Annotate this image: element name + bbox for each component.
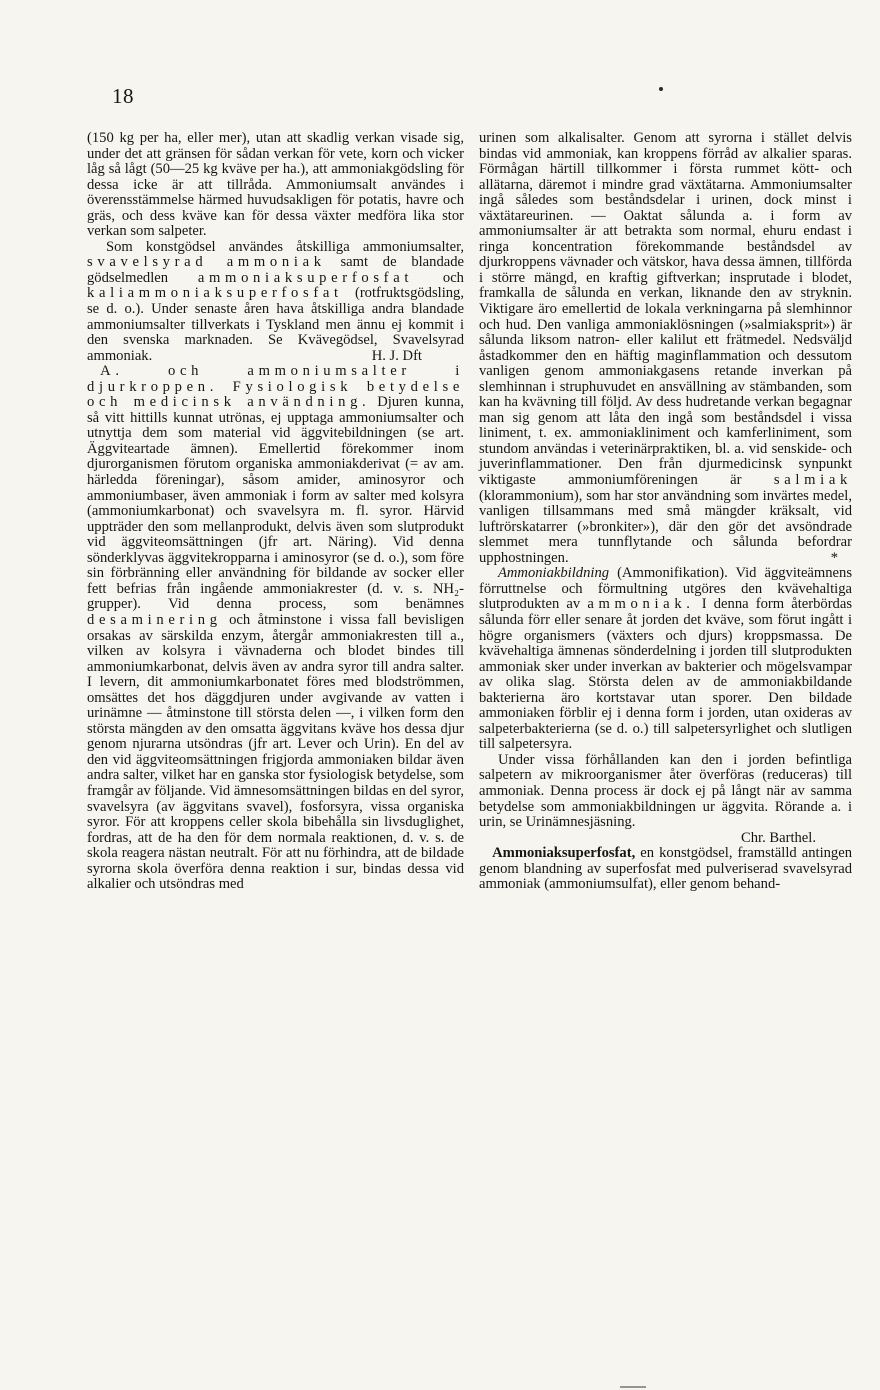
paragraph-text: Djuren kunna, så vitt hittills kunnat utrönas, ej upptaga ammoniumsalter och utnyttja dem som material vid äggvitebildningen (se art. Äggviteartade ämnen). Emellertid förekommer inom djurorganismen förutom organiska ammoniakderivat (= av am. härledda föreningar), såsom amider, aminosyror och ammoniumbaser, även ammoniak i form av salter med kolsyra (ammoniumkarbonat) och svavelsyra m. fl. syror. Härvid uppträder den som mellanprodukt, delvis även som slutprodukt vid äggviteomsättningen (jfr art. Näring). Vid denna sönderklyvas äggvitekropparna i aminosyror (se d. o.), som före sin förbränning eller användning för bildande av socker eller fett befrias från ingående ammoniakrester (d. v. s. NH₂-grupper). Vid denna process, som benämnes <box>87 394 464 613</box>
print-mark <box>620 1386 646 1388</box>
section-heading: Ammoniakbildning <box>497 565 610 582</box>
author-signature: Chr. Barthel. <box>741 829 816 846</box>
spaced-term: svavelsyrad ammoniak <box>87 254 326 271</box>
right-column <box>479 131 852 893</box>
paragraph-text: (Ammonifikation). Vid äggviteämnens förruttnelse och förmultning utgöres den kvävehaltiga slutprodukten av <box>479 565 853 613</box>
paragraph <box>87 364 464 893</box>
paragraph <box>479 846 852 893</box>
paragraph-text: och <box>442 269 464 286</box>
paragraph-text: samt de blandade gödselmedlen <box>87 254 464 286</box>
paragraph-text: Som konstgödsel användes åtskilliga ammoniumsalter, <box>105 238 464 255</box>
paragraph-text: och åtminstone i vissa fall bevisligen orsakas av särskilda enzym, återgår ammoniakresten till a., vilken av kolsyra i vävnaderna och blodet bindes till ammoniumkarbonat, delvis även av andra syror till andra salter. I levern, dit ammoniumkarbonatet föres med blodströmmen, omsättes det hos däggdjuren under avgivande av vatten i urinämne — åtminstone till största delen —, i vilken form den största mängden av den omsatta äggvitans kväve hos dessa djur genom njurarna utsöndras (jfr art. Lever och Urin). En del av den vid äggviteomsättningen frigjorda ammoniaken bildar även andra salter, vilket har en ganska stor fysiologisk betydelse, som framgår av följande. Vid ämnesomsättningen bildas en del syror, svavelsyra (av äggvitans svavel), fosforsyra, vissa organiska syror. För att kroppens celler skola bibehålla sin livsduglighet, fordras, att de ha den för dem normala reaktionen, d. v. s. de skola reagera nästan neutralt. För att nu förhindra, att de bildade syrorna skola överföra denna reaktion i sur, bindas dessa vid alkalier och utsöndras med <box>87 611 464 893</box>
entry-headword: Ammoniaksuperfosfat, <box>492 845 636 862</box>
paragraph-text: (rotfruktsgödsling, se d. o.). Under senaste åren hava åtskilliga andra blandade ammoniumsalter tillverkats i Tyskland men ännu ej kommit i den svenska marknaden. Se Kvävegödsel, Svavelsyrad ammoniak. <box>87 285 464 364</box>
paragraph <box>479 753 852 846</box>
paragraph <box>87 240 464 364</box>
paragraph-text: urinen som alkalisalter. Genom att syrorna i stället delvis bindas vid ammoniak, kan kroppens förråd av alkalier sparas. Förmågan härtill tillkommer i första rummet kött- och allätarna, däremot i mindre grad växtätarna. Ammoniumsalter ingå således som beståndsdelar i urinen, dock minst i växtätareurinen. — Oaktat sålunda a. i form av ammoniumsalter är att betrakta som normal, ehuru endast i ringa koncentration förekommande beståndsdel av djurkroppens vävnader och vätskor, hava dessa ämnen, tillförda i större mängd, en kraftig giftverkan; insprutade i blodet, framkalla de sålunda en verkan, liknande den av stryknin. Viktigare äro emellertid de lokala verkningarna på slemhinnor och hud. Den vanliga ammoniaklösningen (»salmiaksprit») är sålunda liksom natron- eller kalilut ett frätmedel. Nedsväljd åstadkommer den en häftig maginflammation och dessutom vanligen genom ammoniakgasens retande inverkan på slemhinnan i struphuvudet en ansvällning av stämbanden, som kan ha kvävning till följd. Av dess hudretande verkan begagnar man sig genom att låta den ingå som beståndsdel i vissa liniment, t. ex. ammoniakliniment och kamferliniment, som stundom användas i veterinärpraktiken, bl. a. vid senskide- och juverinflammationer. Den från djurmedicinsk synpunkt viktigaste ammoniumföreningen är <box>479 130 852 489</box>
paragraph <box>479 131 852 566</box>
spaced-term: desaminering <box>87 611 222 628</box>
left-column <box>87 131 464 893</box>
paragraph-text: en konstgödsel, framställd antingen genom blandning av superfosfat med pulveriserad svavelsyrad ammoniak (ammoniumsulfat), eller genom behand- <box>479 845 852 893</box>
paragraph-text: (klorammonium), som har stor användning som invärtes medel, vanligen tillsammans med små mängder kräksalt, vid luftrörskatarrer (»bronkiter»), där den gör det avsöndrade slemmet mera tunnflytande och sålunda befordrar upphostningen. <box>479 487 852 566</box>
section-heading: A. och ammoniumsalter i djurkroppen. Fysiologisk betydelse och medicinsk användning. <box>87 363 464 411</box>
author-signature: * <box>830 549 838 566</box>
spaced-term: ammoniaksuperfosfat <box>197 269 414 286</box>
print-speck <box>659 87 663 91</box>
spaced-term: kaliammoniaksuperfosfat <box>87 285 343 302</box>
spaced-term: ammoniak. <box>587 596 695 613</box>
paragraph-text: I denna form återbördas sålunda förr eller senare åt jorden det kväve, som förut ingått i högre organismers (växters och djurs) kroppsmassa. De kvävehaltiga ämnenas sönderdelning i jorden till slutprodukten ammoniak sker under inverkan av bakterier och mögelsvampar av olika slag. Största delen av de ammoniakbildande bakterierna äro kortstavar utan sporer. Den bildade ammoniaken förblir ej i denna form i jorden, utan oxideras av salpeterbakterierna (se d. o.) till salpetersyrlighet och slutligen till salpetersyra. <box>479 596 853 753</box>
paragraph <box>479 566 852 753</box>
author-signature: H. J. Dft <box>371 347 422 364</box>
paragraph <box>87 131 464 240</box>
page-number: 18 <box>112 84 134 108</box>
spaced-term: salmiak <box>773 472 852 489</box>
paragraph-text: (150 kg per ha, eller mer), utan att skadlig verkan visade sig, under det att gränsen för sådan verkan för vete, korn och vicker låg så lågt (50—25 kg kväve per ha.), att ammoniakgödsling för dessa icke är att tillråda. Ammoniumsalt användes i överensstämmelse härmed huvudsakligen för potatis, havre och gräs, och dess kväve kan för dessa växter medföra lika stor verkan som salpeter. <box>87 130 464 240</box>
paragraph-text: Under vissa förhållanden kan den i jorden befintliga salpetern av mikroorganismer åter överföras (reduceras) till ammoniak. Denna process är dock ej på långt när av samma betydelse som ammoniakbildningen ur äggvita. Rörande a. i urin, se Urinämnesjäsning. <box>479 751 852 831</box>
